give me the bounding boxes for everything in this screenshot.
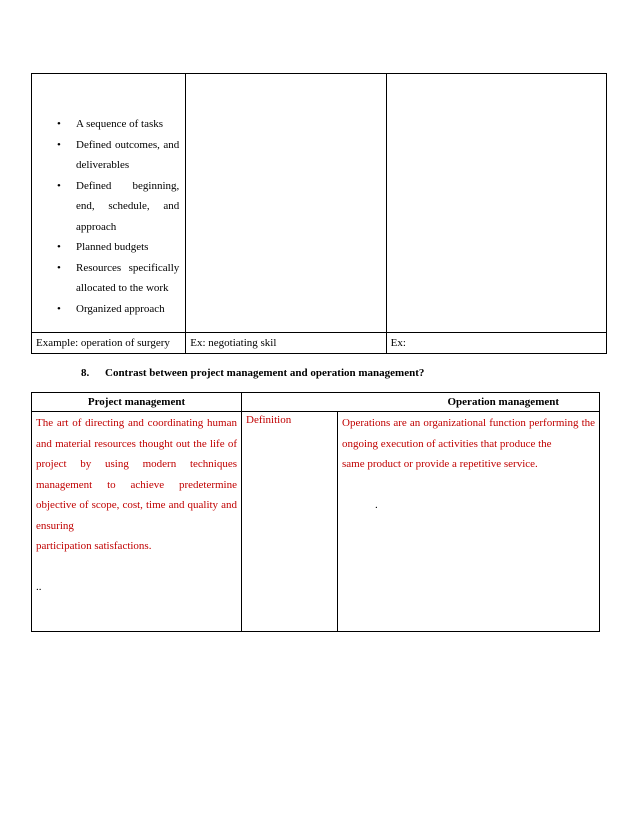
list-item: • Resources specifically allocated to the work xyxy=(32,258,179,299)
table-row xyxy=(32,74,607,333)
project-definition-text: The art of directing and coordinating human and material resources thought out the life of project by using modern techniques management to achieve predetermine objective of scope, cost, time and quality and ensuring xyxy=(36,417,237,532)
bullet-icon: • xyxy=(57,138,61,151)
table-header-row xyxy=(32,393,600,412)
bullet-icon: • xyxy=(57,302,61,315)
header-operation-management: Operation management xyxy=(242,393,600,412)
bullet-icon: • xyxy=(57,118,61,130)
empty-cell xyxy=(386,74,606,333)
project-definition-cell xyxy=(32,412,242,632)
list-item: • Defined outcomes, and deliverables xyxy=(32,135,179,176)
contrast-table xyxy=(31,392,600,632)
bullet-icon: • xyxy=(57,179,61,192)
operation-definition-text: Operations are an organizational function performing the ongoing execution of activities that produce the xyxy=(342,417,596,450)
list-item: • Organized approach xyxy=(32,299,179,320)
operation-trailing: . xyxy=(375,498,378,511)
list-item: • Planned budgets xyxy=(32,237,179,258)
example-cell: Example: operation of surgery xyxy=(32,333,186,354)
example-cell: Ex: xyxy=(386,333,606,354)
header-project-management: Project management xyxy=(32,393,242,412)
example-cell: Ex: negotiating skil xyxy=(186,333,386,354)
table-row xyxy=(32,333,607,354)
operation-definition-last: same product or provide a repetitive service. xyxy=(342,458,538,470)
definition-label-cell: Definition xyxy=(242,412,338,632)
empty-cell xyxy=(186,74,386,333)
project-characteristics-cell xyxy=(32,74,186,333)
project-trailing: .. xyxy=(36,580,42,593)
question-heading xyxy=(81,367,424,379)
characteristics-list xyxy=(32,74,185,319)
list-item: • A sequence of tasks xyxy=(32,114,179,135)
table-row xyxy=(32,412,600,632)
question-number: 8. xyxy=(81,367,90,379)
bullet-icon: • xyxy=(57,261,61,274)
project-definition-last: participation satisfactions. xyxy=(36,540,152,552)
bullet-icon: • xyxy=(57,241,61,253)
comparison-table-top xyxy=(31,73,607,354)
list-item: • Defined beginning, end, schedule, and approach xyxy=(32,176,179,238)
question-text: Contrast between project management and operation management? xyxy=(105,367,425,379)
operation-definition-cell xyxy=(338,412,600,632)
